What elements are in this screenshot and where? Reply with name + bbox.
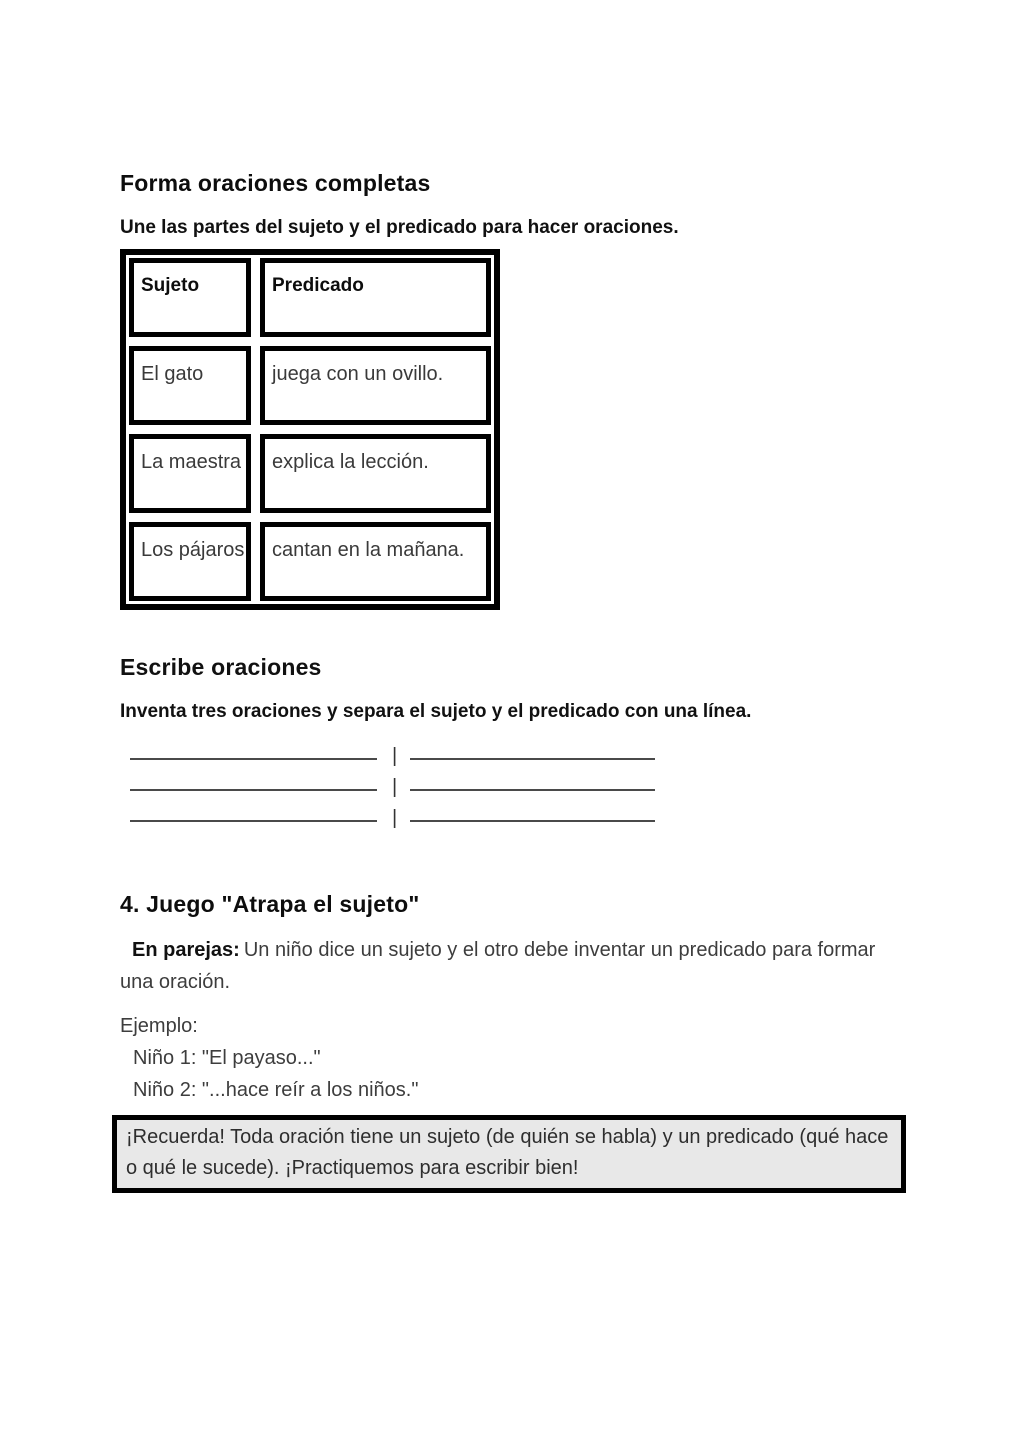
predicate-cell: cantan en la mañana. — [260, 522, 491, 601]
column-header-predicado: Predicado — [260, 258, 491, 337]
write-line-row — [120, 729, 903, 767]
section-title-juego-atrapa-el-sujeto: 4. Juego "Atrapa el sujeto" — [120, 891, 420, 917]
pairs-text: Un niño dice un sujeto y el otro debe inventar un predicado para formar una oración. — [120, 939, 876, 993]
example-block — [120, 1010, 903, 1106]
section-title-escribe-oraciones: Escribe oraciones — [120, 654, 322, 680]
subject-cell: La maestra — [129, 434, 251, 513]
subject-cell: Los pájaros — [129, 522, 251, 601]
section-title-forma-oraciones: Forma oraciones completas — [120, 170, 431, 196]
table-row — [129, 522, 491, 601]
subject-blank-line — [130, 757, 377, 760]
pairs-label: En parejas: — [132, 939, 240, 961]
subject-blank-line — [130, 788, 377, 791]
subject-predicate-table — [120, 249, 500, 610]
table-header-row — [129, 258, 491, 337]
subject-blank-line — [130, 819, 377, 822]
write-lines-block — [120, 729, 903, 829]
divider-bar: | — [392, 807, 398, 829]
example-line-nino-1: Niño 1: "El payaso..." — [133, 1047, 321, 1069]
predicate-blank-line — [410, 757, 655, 760]
instruction-une-las-partes: Une las partes del sujeto y el predicado para hacer oraciones. — [120, 217, 679, 238]
write-line-row — [120, 760, 903, 798]
predicate-blank-line — [410, 819, 655, 822]
divider-bar: | — [392, 776, 398, 798]
example-label: Ejemplo: — [120, 1015, 198, 1037]
table-row — [129, 434, 491, 513]
example-line-nino-2: Niño 2: "...hace reír a los niños." — [133, 1079, 419, 1101]
predicate-cell: explica la lección. — [260, 434, 491, 513]
subject-cell: El gato — [129, 346, 251, 425]
divider-bar: | — [392, 745, 398, 767]
write-line-row — [120, 791, 903, 829]
predicate-blank-line — [410, 788, 655, 791]
reminder-callout-box: ¡Recuerda! Toda oración tiene un sujeto (de quién se habla) y un predicado (qué hace o qué le sucede). ¡Practiquemos para escribir bien! — [112, 1115, 906, 1193]
predicate-cell: juega con un ovillo. — [260, 346, 491, 425]
column-header-sujeto: Sujeto — [129, 258, 251, 337]
table-row — [129, 346, 491, 425]
pairs-paragraph — [120, 934, 903, 998]
instruction-inventa-tres-oraciones: Inventa tres oraciones y separa el sujeto y el predicado con una línea. — [120, 701, 752, 722]
